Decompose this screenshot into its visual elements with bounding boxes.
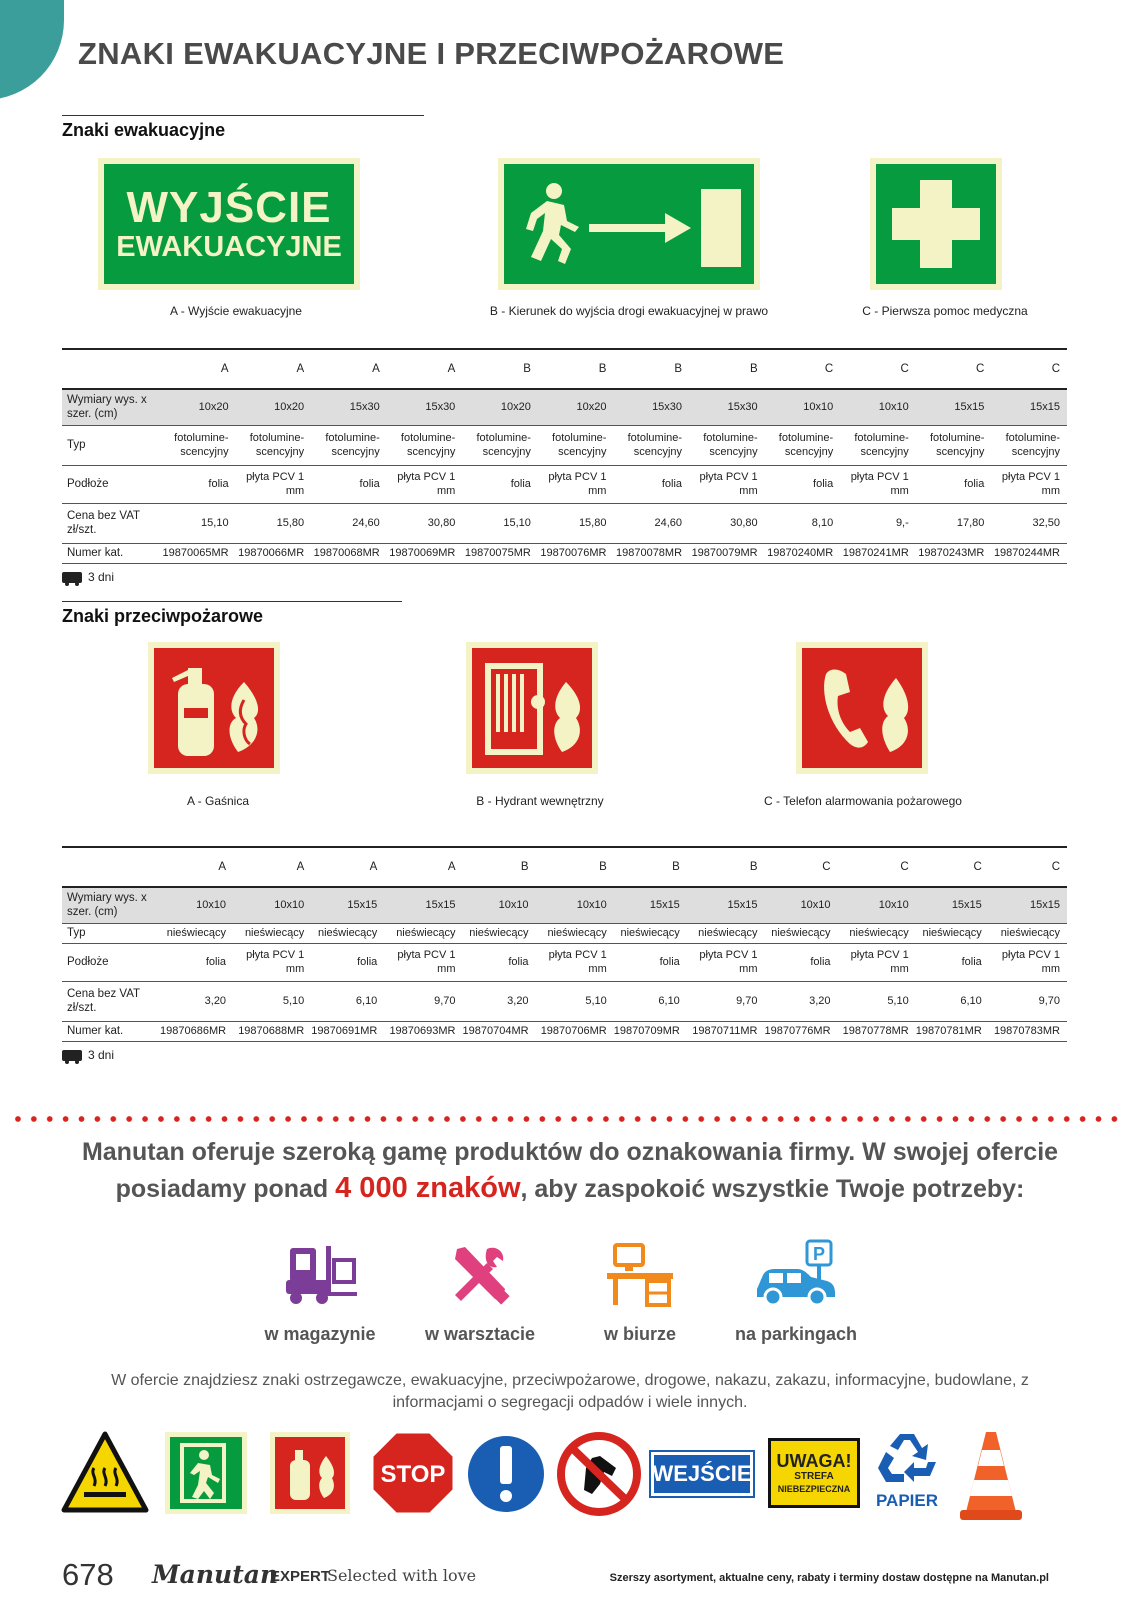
caption-evac-a: A - Wyjście ewakuacyjne bbox=[170, 304, 302, 318]
table-cell: 30,80 bbox=[689, 503, 765, 543]
row-label bbox=[62, 349, 160, 389]
desk-icon bbox=[605, 1241, 675, 1307]
exclamation-mandatory-icon bbox=[466, 1428, 546, 1518]
table-cell: 10x10 bbox=[536, 887, 614, 923]
table-cell: płyta PCV 1 mm bbox=[689, 465, 765, 503]
table-cell: 19870069MR bbox=[387, 543, 463, 563]
table-cell: A bbox=[384, 847, 462, 887]
forklift-icon bbox=[282, 1242, 358, 1306]
evac-spec-table bbox=[62, 348, 1067, 564]
table-cell: 5,10 bbox=[233, 981, 311, 1021]
table-cell: 19870241MR bbox=[840, 543, 916, 563]
table-row bbox=[62, 465, 1067, 503]
table-cell: 9,- bbox=[840, 503, 916, 543]
row-label: Podłoże bbox=[62, 943, 160, 981]
table-cell: 3,20 bbox=[463, 981, 536, 1021]
sign-extinguisher bbox=[148, 642, 280, 774]
table-cell: folia bbox=[916, 465, 992, 503]
table-cell: 10x20 bbox=[462, 389, 538, 425]
table-cell: 19870776MR bbox=[764, 1021, 837, 1041]
table-cell: fotolumine-scencyjny bbox=[538, 425, 614, 465]
car-parking-icon bbox=[753, 1239, 839, 1309]
caption-fire-b: B - Hydrant wewnętrzny bbox=[476, 794, 604, 808]
exit-door-icon bbox=[176, 1441, 236, 1505]
table-cell: nieświecący bbox=[160, 923, 233, 943]
table-cell: folia bbox=[311, 943, 384, 981]
table-cell: 15x15 bbox=[991, 389, 1067, 425]
table-cell: 9,70 bbox=[384, 981, 462, 1021]
table-cell: A bbox=[311, 847, 384, 887]
table-cell: 15x15 bbox=[614, 887, 687, 923]
table-cell: 24,60 bbox=[613, 503, 689, 543]
table-cell: 3,20 bbox=[764, 981, 837, 1021]
dotted-divider bbox=[10, 1116, 1120, 1122]
table-cell: 19870066MR bbox=[236, 543, 312, 563]
table-cell: 15,80 bbox=[538, 503, 614, 543]
table-cell: 19870240MR bbox=[765, 543, 841, 563]
footer-site: Manutan.pl bbox=[990, 1572, 1049, 1584]
table-cell: nieświecący bbox=[536, 923, 614, 943]
table-cell: fotolumine-scencyjny bbox=[311, 425, 387, 465]
table-cell: folia bbox=[462, 465, 538, 503]
caution-line: STREFA bbox=[794, 1471, 834, 1482]
table-cell: 10x10 bbox=[160, 887, 233, 923]
sign-first-aid bbox=[870, 158, 1002, 290]
table-cell: 6,10 bbox=[916, 981, 989, 1021]
table-cell: fotolumine-scencyjny bbox=[991, 425, 1067, 465]
table-cell: 15x15 bbox=[384, 887, 462, 923]
emergency-phone-icon bbox=[806, 652, 918, 764]
promo-highlight: 4 000 znaków bbox=[335, 1172, 521, 1204]
table-cell: płyta PCV 1 mm bbox=[838, 943, 916, 981]
recycling-label: PAPIER bbox=[875, 1491, 939, 1510]
section-rule bbox=[62, 601, 402, 602]
stop-sign bbox=[370, 1428, 456, 1528]
table-row bbox=[62, 943, 1067, 981]
brand-logo: Manutan bbox=[152, 1560, 279, 1589]
sign-fire-phone bbox=[796, 642, 928, 774]
table-cell: 6,10 bbox=[311, 981, 384, 1021]
table-cell: nieświecący bbox=[384, 923, 462, 943]
row-label: Numer kat. bbox=[62, 1021, 160, 1041]
table-cell: folia bbox=[160, 943, 233, 981]
table-row bbox=[62, 847, 1067, 887]
page-number: 678 bbox=[62, 1557, 114, 1592]
caption-evac-c: C - Pierwsza pomoc medyczna bbox=[862, 304, 1028, 318]
table-cell: 19870781MR bbox=[916, 1021, 989, 1041]
sign-exit-line2: EWAKUACYJNE bbox=[116, 231, 342, 263]
recycle-icon bbox=[874, 1428, 940, 1484]
table-cell: 15x30 bbox=[311, 389, 387, 425]
table-cell: A bbox=[160, 847, 233, 887]
table-row bbox=[62, 1021, 1067, 1041]
table-cell: fotolumine-scencyjny bbox=[840, 425, 916, 465]
table-row bbox=[62, 349, 1067, 389]
table-cell: 30,80 bbox=[387, 503, 463, 543]
table-cell: B bbox=[689, 349, 765, 389]
use-office bbox=[560, 1238, 720, 1345]
table-cell: 19870783MR bbox=[989, 1021, 1067, 1041]
sign-exit-direction bbox=[498, 158, 760, 290]
table-cell: C bbox=[838, 847, 916, 887]
table-cell: nieświecący bbox=[463, 923, 536, 943]
promo-line-2 bbox=[60, 1170, 1080, 1207]
table-cell: A bbox=[160, 349, 236, 389]
use-label: w magazynie bbox=[264, 1324, 376, 1344]
truck-icon bbox=[62, 572, 82, 583]
sign-exit-text bbox=[98, 158, 360, 290]
table-cell: B bbox=[462, 349, 538, 389]
fire-spec-table bbox=[62, 846, 1067, 1042]
table-cell: 15x15 bbox=[687, 887, 765, 923]
entrance-text: WEJŚCIE bbox=[651, 1452, 753, 1496]
table-cell: C bbox=[916, 349, 992, 389]
table-cell: płyta PCV 1 mm bbox=[840, 465, 916, 503]
table-cell: 10x20 bbox=[538, 389, 614, 425]
table-cell: nieświecący bbox=[764, 923, 837, 943]
table-cell: B bbox=[536, 847, 614, 887]
no-touch-prohibition-icon bbox=[556, 1428, 642, 1518]
table-cell: 15x30 bbox=[613, 389, 689, 425]
prohibition-sign bbox=[556, 1428, 642, 1528]
table-cell: B bbox=[613, 349, 689, 389]
section-rule bbox=[62, 115, 424, 116]
table-cell: fotolumine-scencyjny bbox=[765, 425, 841, 465]
row-label: Wymiary wys. x szer. (cm) bbox=[62, 887, 160, 923]
table-cell: nieświecący bbox=[916, 923, 989, 943]
footer-note-text: Szerszy asortyment, aktualne ceny, rabaty i terminy dostaw dostępne na bbox=[609, 1572, 991, 1584]
table-cell: 19870078MR bbox=[613, 543, 689, 563]
table-row bbox=[62, 425, 1067, 465]
table-cell: nieświecący bbox=[233, 923, 311, 943]
table-cell: 19870688MR bbox=[233, 1021, 311, 1041]
recycling-sign bbox=[874, 1428, 940, 1528]
table-cell: nieświecący bbox=[989, 923, 1067, 943]
table-cell: folia bbox=[311, 465, 387, 503]
table-row bbox=[62, 389, 1067, 425]
row-label: Typ bbox=[62, 923, 160, 943]
offer-text: W ofercie znajdziesz znaki ostrzegawcze, ewakuacyjne, przeciwpożarowe, drogowe, nakazu, zakazu, informacyjne, budowlane, z informacjami o segregacji odpadów i wiele innych. bbox=[111, 1372, 1029, 1411]
table-cell: C bbox=[765, 349, 841, 389]
sign-exit-line1: WYJŚCIE bbox=[126, 183, 332, 232]
table-cell: 10x10 bbox=[233, 887, 311, 923]
table-cell: nieświecący bbox=[311, 923, 384, 943]
table-cell: 10x20 bbox=[160, 389, 236, 425]
table-cell: 19870691MR bbox=[311, 1021, 384, 1041]
promo-line-1: Manutan oferuje szeroką gamę produktów do oznakowania firmy. W swojej ofercie bbox=[81, 1138, 1059, 1166]
table-cell: 15,10 bbox=[462, 503, 538, 543]
delivery-info-evac bbox=[62, 570, 114, 584]
table-cell: nieświecący bbox=[614, 923, 687, 943]
table-cell: A bbox=[387, 349, 463, 389]
table-cell: 10x10 bbox=[463, 887, 536, 923]
table-cell: 15x15 bbox=[989, 887, 1067, 923]
table-cell: płyta PCV 1 mm bbox=[387, 465, 463, 503]
table-cell: folia bbox=[916, 943, 989, 981]
table-row bbox=[62, 981, 1067, 1021]
table-cell: 9,70 bbox=[989, 981, 1067, 1021]
table-row bbox=[62, 543, 1067, 563]
table-cell: 32,50 bbox=[991, 503, 1067, 543]
row-label: Numer kat. bbox=[62, 543, 160, 563]
sign-hydrant bbox=[466, 642, 598, 774]
table-cell: 19870068MR bbox=[311, 543, 387, 563]
delivery-info-fire bbox=[62, 1048, 114, 1062]
table-cell: 19870076MR bbox=[538, 543, 614, 563]
brand-expert: EXPERT bbox=[270, 1568, 331, 1585]
truck-icon bbox=[62, 1050, 82, 1061]
use-label: w warsztacie bbox=[424, 1324, 536, 1344]
table-row bbox=[62, 887, 1067, 923]
caption-evac-b: B - Kierunek do wyjścia drogi ewakuacyjnej w prawo bbox=[489, 304, 769, 318]
table-cell: 15,10 bbox=[160, 503, 236, 543]
table-cell: fotolumine-scencyjny bbox=[916, 425, 992, 465]
fire-extinguisher-icon bbox=[158, 652, 270, 764]
row-label: Podłoże bbox=[62, 465, 160, 503]
table-cell: 10x10 bbox=[764, 887, 837, 923]
table-cell: C bbox=[764, 847, 837, 887]
table-cell: A bbox=[233, 847, 311, 887]
caution-sign bbox=[768, 1428, 860, 1528]
fire-extinguisher-icon bbox=[280, 1442, 340, 1504]
table-cell: 24,60 bbox=[311, 503, 387, 543]
table-cell: 15,80 bbox=[236, 503, 312, 543]
table-cell: 17,80 bbox=[916, 503, 992, 543]
table-cell: C bbox=[991, 349, 1067, 389]
corner-accent bbox=[0, 0, 64, 100]
table-cell: A bbox=[236, 349, 312, 389]
table-cell: folia bbox=[765, 465, 841, 503]
table-cell: folia bbox=[764, 943, 837, 981]
table-cell: 10x10 bbox=[765, 389, 841, 425]
first-aid-cross-icon bbox=[886, 174, 986, 274]
table-cell: A bbox=[311, 349, 387, 389]
promo-text: , aby zaspokoić wszystkie Twoje potrzeby: bbox=[520, 1175, 1025, 1203]
extinguisher-sign-small bbox=[270, 1428, 350, 1528]
traffic-cone-icon bbox=[958, 1428, 1024, 1524]
delivery-text: 3 dni bbox=[88, 1048, 115, 1062]
table-cell: 10x20 bbox=[236, 389, 312, 425]
row-label: Cena bez VAT zł/szt. bbox=[62, 503, 160, 543]
use-label: w biurze bbox=[603, 1324, 676, 1344]
caption-fire-c: C - Telefon alarmowania pożarowego bbox=[764, 794, 962, 808]
table-cell: 5,10 bbox=[536, 981, 614, 1021]
exit-sign-small bbox=[165, 1428, 247, 1528]
table-cell: płyta PCV 1 mm bbox=[233, 943, 311, 981]
table-cell: 19870709MR bbox=[614, 1021, 687, 1041]
table-cell: folia bbox=[614, 943, 687, 981]
traffic-cone bbox=[958, 1428, 1024, 1528]
running-man-arrow-icon bbox=[509, 169, 749, 279]
table-cell: 15x30 bbox=[387, 389, 463, 425]
table-cell: płyta PCV 1 mm bbox=[236, 465, 312, 503]
table-cell: 10x10 bbox=[838, 887, 916, 923]
table-cell: 19870243MR bbox=[916, 543, 992, 563]
table-cell: 15x15 bbox=[916, 389, 992, 425]
table-cell: fotolumine-scencyjny bbox=[462, 425, 538, 465]
table-cell: fotolumine-scencyjny bbox=[236, 425, 312, 465]
stop-octagon-icon bbox=[370, 1428, 456, 1518]
table-cell: nieświecący bbox=[838, 923, 916, 943]
svg-text:P: P bbox=[812, 1244, 826, 1264]
table-cell: 5,10 bbox=[838, 981, 916, 1021]
table-cell: 9,70 bbox=[687, 981, 765, 1021]
caption-fire-a: A - Gaśnica bbox=[186, 794, 250, 808]
table-cell: 10x10 bbox=[840, 389, 916, 425]
use-warehouse bbox=[240, 1238, 400, 1345]
table-cell: 19870778MR bbox=[838, 1021, 916, 1041]
table-cell: fotolumine-scencyjny bbox=[689, 425, 765, 465]
fire-hose-reel-icon bbox=[476, 652, 588, 764]
table-cell: fotolumine-scencyjny bbox=[160, 425, 236, 465]
table-cell: 15x15 bbox=[311, 887, 384, 923]
table-cell: 19870079MR bbox=[689, 543, 765, 563]
table-cell: C bbox=[989, 847, 1067, 887]
table-cell: 19870065MR bbox=[160, 543, 236, 563]
table-cell: C bbox=[840, 349, 916, 389]
page-title: ZNAKI EWAKUACYJNE I PRZECIWPOŻAROWE bbox=[78, 36, 785, 71]
table-row bbox=[62, 503, 1067, 543]
table-cell: płyta PCV 1 mm bbox=[384, 943, 462, 981]
use-label: na parkingach bbox=[734, 1324, 858, 1344]
delivery-text: 3 dni bbox=[88, 570, 115, 584]
row-label: Typ bbox=[62, 425, 160, 465]
table-cell: 15x30 bbox=[689, 389, 765, 425]
section-title-fire: Znaki przeciwpożarowe bbox=[62, 606, 264, 626]
table-cell: 6,10 bbox=[614, 981, 687, 1021]
table-cell: nieświecący bbox=[687, 923, 765, 943]
hot-surface-sign bbox=[60, 1428, 150, 1528]
table-cell: 19870075MR bbox=[462, 543, 538, 563]
table-cell: B bbox=[538, 349, 614, 389]
table-row bbox=[62, 923, 1067, 943]
table-cell: folia bbox=[613, 465, 689, 503]
use-workshop bbox=[400, 1238, 560, 1345]
tools-icon bbox=[447, 1241, 513, 1307]
section-title-evac: Znaki ewakuacyjne bbox=[62, 120, 226, 140]
row-label bbox=[62, 847, 160, 887]
entrance-sign bbox=[651, 1428, 753, 1528]
table-cell: 19870704MR bbox=[463, 1021, 536, 1041]
use-parking bbox=[716, 1238, 876, 1345]
table-cell: fotolumine-scencyjny bbox=[387, 425, 463, 465]
table-cell: płyta PCV 1 mm bbox=[989, 943, 1067, 981]
row-label: Wymiary wys. x szer. (cm) bbox=[62, 389, 160, 425]
table-cell: folia bbox=[160, 465, 236, 503]
table-cell: B bbox=[614, 847, 687, 887]
table-cell: B bbox=[463, 847, 536, 887]
table-cell: 15x15 bbox=[916, 887, 989, 923]
table-cell: C bbox=[916, 847, 989, 887]
table-cell: 19870686MR bbox=[160, 1021, 233, 1041]
mandatory-sign bbox=[466, 1428, 546, 1528]
table-cell: 19870693MR bbox=[384, 1021, 462, 1041]
hot-surface-warning-icon bbox=[60, 1428, 150, 1518]
table-cell: 19870706MR bbox=[536, 1021, 614, 1041]
tagline: Selected with love bbox=[327, 1566, 477, 1585]
table-cell: płyta PCV 1 mm bbox=[687, 943, 765, 981]
row-label: Cena bez VAT zł/szt. bbox=[62, 981, 160, 1021]
table-cell: B bbox=[687, 847, 765, 887]
table-cell: folia bbox=[463, 943, 536, 981]
table-cell: 8,10 bbox=[765, 503, 841, 543]
table-cell: fotolumine-scencyjny bbox=[613, 425, 689, 465]
table-cell: płyta PCV 1 mm bbox=[991, 465, 1067, 503]
stop-text: STOP bbox=[380, 1461, 446, 1488]
table-cell: 3,20 bbox=[160, 981, 233, 1021]
table-cell: płyta PCV 1 mm bbox=[536, 943, 614, 981]
promo-text: posiadamy ponad bbox=[115, 1175, 336, 1203]
table-cell: 19870711MR bbox=[687, 1021, 765, 1041]
footer-note bbox=[610, 1572, 1049, 1584]
caution-title: UWAGA! bbox=[776, 1451, 852, 1471]
caution-line: NIEBEZPIECZNA bbox=[777, 1484, 851, 1494]
table-cell: płyta PCV 1 mm bbox=[538, 465, 614, 503]
table-cell: 19870244MR bbox=[991, 543, 1067, 563]
